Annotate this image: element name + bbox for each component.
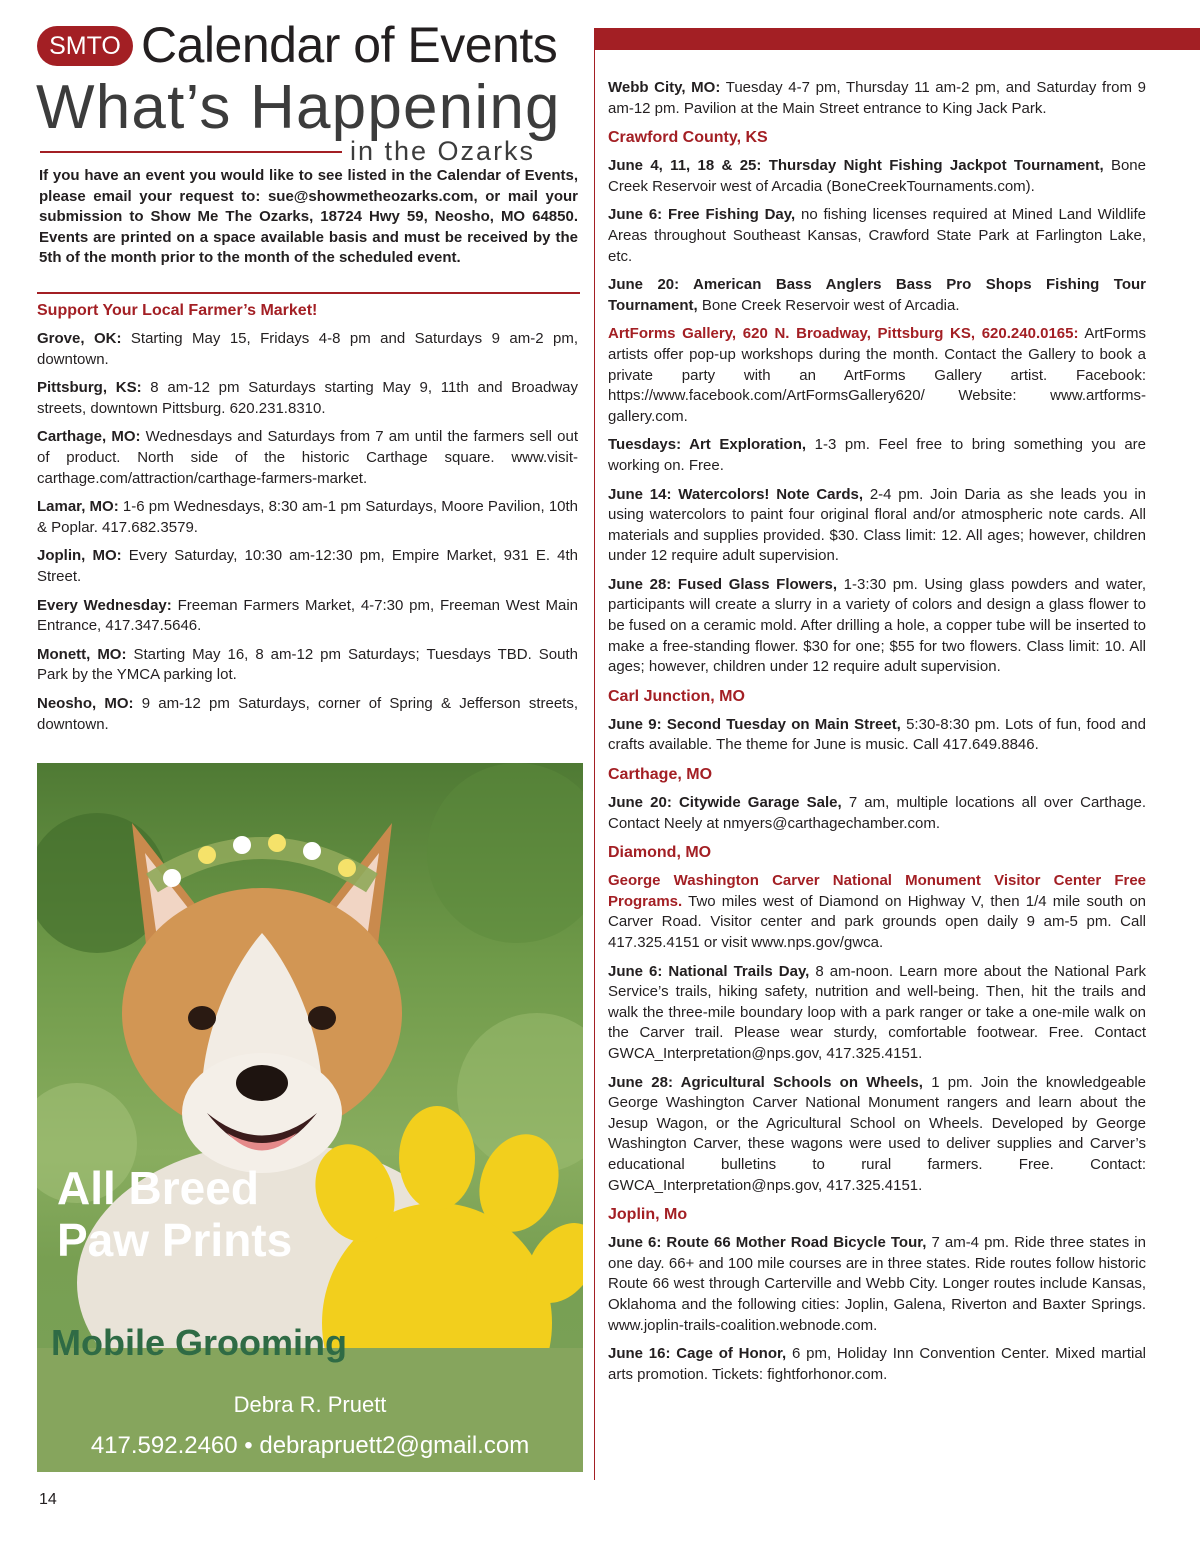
flower [198, 846, 216, 864]
event-entry [608, 715, 1146, 756]
event-entry [37, 596, 578, 637]
event-text: 2-4 pm. Join Daria as she leads you in using watercolors to paint four original floral and/or atmospheric note cards. All materials and supplies provided. $30. Class limit: 12. All ages; however, children under 12 require adult supervision. [608, 485, 1146, 565]
section-heading-carl-junction: Carl Junction, MO [608, 687, 745, 705]
event-lead: Grove, OK: [37, 330, 122, 347]
section-heading-carthage: Carthage, MO [608, 766, 713, 784]
flower [268, 834, 286, 852]
dog-eye-left [188, 1006, 216, 1030]
event-lead: Lamar, MO: [37, 498, 119, 516]
section-heading-farmers-market: Support Your Local Farmer’s Market! [37, 302, 318, 319]
event-entry [608, 205, 1146, 267]
event-text: 1-3 pm. Feel free to bring something you are working on. Free. [608, 436, 1146, 474]
event-lead: June 6: Free Fishing Day, [608, 206, 796, 224]
page-title: Calendar of Events [141, 17, 558, 73]
section-heading-joplin: Joplin, Mo [608, 1206, 688, 1224]
event-entry [608, 156, 1146, 197]
event-text: Wednesdays and Saturdays from 7 am until the farmers sell out of product. North side of the historic Carthage square. www.visit-carthage.com/attraction/carthage-farmers-market. [37, 428, 579, 487]
event-lead: Joplin, MO: [37, 547, 122, 565]
event-entry [608, 1233, 1146, 1336]
dog-eye-right [308, 1006, 336, 1030]
left-column [37, 300, 578, 743]
ad-service: Mobile Grooming [51, 1322, 347, 1363]
event-text: 8 am-12 pm Saturdays starting May 9, 11th and Broadway streets, downtown Pittsburg. 620.231.8310. [37, 379, 579, 417]
page-subtitle: What’s Happening [36, 73, 561, 142]
artforms-intro [608, 324, 1146, 427]
smto-badge: SMTO [37, 26, 133, 66]
event-entry [608, 485, 1146, 567]
event-text: 9 am-12 pm Saturdays, corner of Spring & Jefferson streets, downtown. [37, 694, 579, 733]
event-entry [37, 546, 578, 587]
event-lead: Monett, MO: [37, 645, 127, 663]
top-accent-bar [594, 28, 1200, 50]
event-lead: June 20: Citywide Garage Sale, [608, 794, 842, 812]
event-text: 7 am, multiple locations all over Carthage. Contact Neely at nmyers@carthagechamber.com. [608, 794, 1146, 832]
event-lead: June 20: American Bass Anglers Bass Pro Shops Fishing Tour Tournament, [608, 276, 1146, 314]
ad-business-name-line2: Paw Prints [57, 1214, 293, 1266]
event-lead: June 6: Route 66 Mother Road Bicycle Tour, [608, 1234, 927, 1252]
flower [163, 869, 181, 887]
event-entry [608, 1073, 1146, 1197]
event-text: Starting May 15, Fridays 4-8 pm and Saturdays 9 am-2 pm, downtown. [37, 330, 578, 368]
event-entry [37, 329, 578, 370]
event-text: Bone Creek Reservoir west of Arcadia (BoneCreekTournaments.com). [608, 157, 1146, 195]
event-entry [37, 378, 578, 419]
event-entry [608, 435, 1146, 476]
event-entry [37, 694, 578, 735]
event-text: ArtForms artists offer pop-up workshops during the month. Contact the Gallery to book a private party with an ArtForms Gallery artist. Facebook: https://www.facebook.com/ArtFormsGallery620/ Website: www.artforms-gallery.com. [608, 325, 1146, 425]
event-lead: June 28: Agricultural Schools on Wheels, [608, 1073, 923, 1091]
event-text: Starting May 16, 8 am-12 pm Saturdays; Tuesdays TBD. South Park by the YMCA parking lot. [37, 645, 578, 684]
event-text: Tuesday 4-7 pm, Thursday 11 am-2 pm, and Saturday from 9 am-12 pm. Pavilion at the Main Street entrance to King Jack Park. [608, 79, 1146, 117]
event-text: 8 am-noon. Learn more about the National Park Service’s trails, hiking safety, nutrition and well-being. Then, hit the trails and walk the three-mile boundary loop with a park ranger or take a one-mile walk on the Carver trail. Please wear sturdy, comfortable footwear. Free. Contact GWCA_Interpretation@nps.gov, 417.325.4151. [608, 962, 1147, 1062]
event-lead: June 28: Fused Glass Flowers, [608, 575, 838, 593]
flower [233, 836, 251, 854]
event-entry [608, 78, 1146, 119]
event-lead: Tuesdays: Art Exploration, [608, 436, 807, 454]
event-lead: June 16: Cage of Honor, [608, 1345, 787, 1363]
ad-contact: 417.592.2460 • debrapruett2@gmail.com [90, 1432, 530, 1459]
event-entry [608, 575, 1146, 678]
event-text: 1 pm. Join the knowledgeable George Washington Carver National Monument rangers and learn about the Jesup Wagon, or the Agricultural School on Wheels. Developed by George Washington Carver, these wagons were used to deliver supplies and Carver’s educational bulletins to rural farmers. Free. Contact: GWCA_Interpretation@nps.gov, 417.325.4151. [608, 1073, 1146, 1194]
event-text: Bone Creek Reservoir west of Arcadia. [697, 296, 960, 314]
event-lead: Neosho, MO: [37, 694, 134, 712]
right-column [608, 78, 1146, 1393]
event-entry [37, 645, 578, 686]
dog-nose [236, 1065, 288, 1101]
section-heading-diamond: Diamond, MO [608, 844, 712, 862]
section-heading-crawford: Crawford County, KS [608, 129, 768, 147]
event-lead: June 4, 11, 18 & 25: Thursday Night Fishing Jackpot Tournament, [608, 157, 1104, 175]
event-lead: June 6: National Trails Day, [608, 962, 810, 980]
event-text: Freeman Farmers Market, 4-7:30 pm, Freeman West Main Entrance, 417.347.5646. [37, 596, 579, 635]
event-lead: Carthage, MO: [37, 428, 141, 446]
subtitle-rule [40, 151, 342, 153]
flower [303, 842, 321, 860]
event-lead: Pittsburg, KS: [37, 379, 142, 397]
event-text: 5:30-8:30 pm. Lots of fun, food and crafts available. The theme for June is music. Call 417.649.8846. [608, 715, 1146, 754]
left-divider [37, 292, 580, 294]
event-text: 6 pm, Holiday Inn Convention Center. Mixed martial arts promotion. Tickets: fightforhonor.com. [608, 1345, 1146, 1383]
gwc-intro [608, 871, 1146, 953]
event-text: Every Saturday, 10:30 am-12:30 pm, Empire Market, 931 E. 4th Street. [37, 547, 578, 585]
event-lead: Webb City, MO: [608, 79, 721, 96]
page-subtitle-tail: in the Ozarks [350, 136, 536, 166]
event-lead: June 9: Second Tuesday on Main Street, [608, 715, 901, 733]
ad-business-name-line1: All Breed [57, 1162, 259, 1214]
event-lead: Every Wednesday: [37, 596, 172, 614]
section-heading-artforms: ArtForms Gallery, 620 N. Broadway, Pittsburg KS, 620.240.0165: [608, 325, 1079, 343]
event-text: 7 am-4 pm. Ride three states in one day. 66+ and 100 mile courses are in three states. Ride routes follow historic Route 66 west through Carterville and Webb City. Longer routes include Kansas, Oklahoma and the following cities: Joplin, Galena, Riverton and Baxter Springs. www.joplin-trails-coalition.webnode.com. [608, 1234, 1146, 1334]
event-entry [608, 793, 1146, 834]
event-entry [608, 1344, 1146, 1385]
event-lead: June 14: Watercolors! Note Cards, [608, 485, 864, 503]
event-entry [37, 497, 578, 538]
section-heading-gwc: George Washington Carver National Monument Visitor Center Free Programs. [608, 872, 1146, 910]
event-entry [608, 962, 1146, 1065]
event-text: Two miles west of Diamond on Highway V, then 1/4 mile south on Carver Road. Visitor center and park grounds open daily 9 am-5 pm. Call 417.325.4151 or visit www.nps.gov/gwca. [608, 892, 1146, 951]
grooming-advertisement [37, 763, 583, 1472]
submission-intro: If you have an event you would like to see listed in the Calendar of Events, please email your request to: sue@showmetheozarks.com, or mail your submission to Show Me The Ozarks, 18724 Hwy 59, Neosho, MO 64850. Events are printed on a space available basis and must be received by the 5th of the month prior to the month of the scheduled event. [39, 167, 578, 267]
foliage-blob [427, 763, 583, 943]
flower [338, 859, 356, 877]
event-text: 1-3:30 pm. Using glass powders and water, participants will create a slurry in a variety of colors and design a glass flower to be fused on a ceramic mold. After drilling a hole, a copper tube will be inserted to make a free-standing flower. $30 for one; $55 for two flowers. Class limit: 10. All ages; however, children under 12 require adult supervision. [608, 575, 1146, 676]
column-divider [594, 50, 595, 1480]
event-entry [37, 427, 578, 489]
event-text: no fishing licenses required at Mined Land Wildlife Areas throughout Southeast Kansas, Crawford State Park at Farlington Lake, etc. [608, 206, 1146, 265]
event-entry [608, 275, 1146, 316]
ad-person-name: Debra R. Pruett [233, 1392, 387, 1417]
event-text: 1-6 pm Wednesdays, 8:30 am-1 pm Saturdays, Moore Pavilion, 10th & Poplar. 417.682.3579. [37, 498, 579, 536]
page-number: 14 [39, 1491, 57, 1508]
